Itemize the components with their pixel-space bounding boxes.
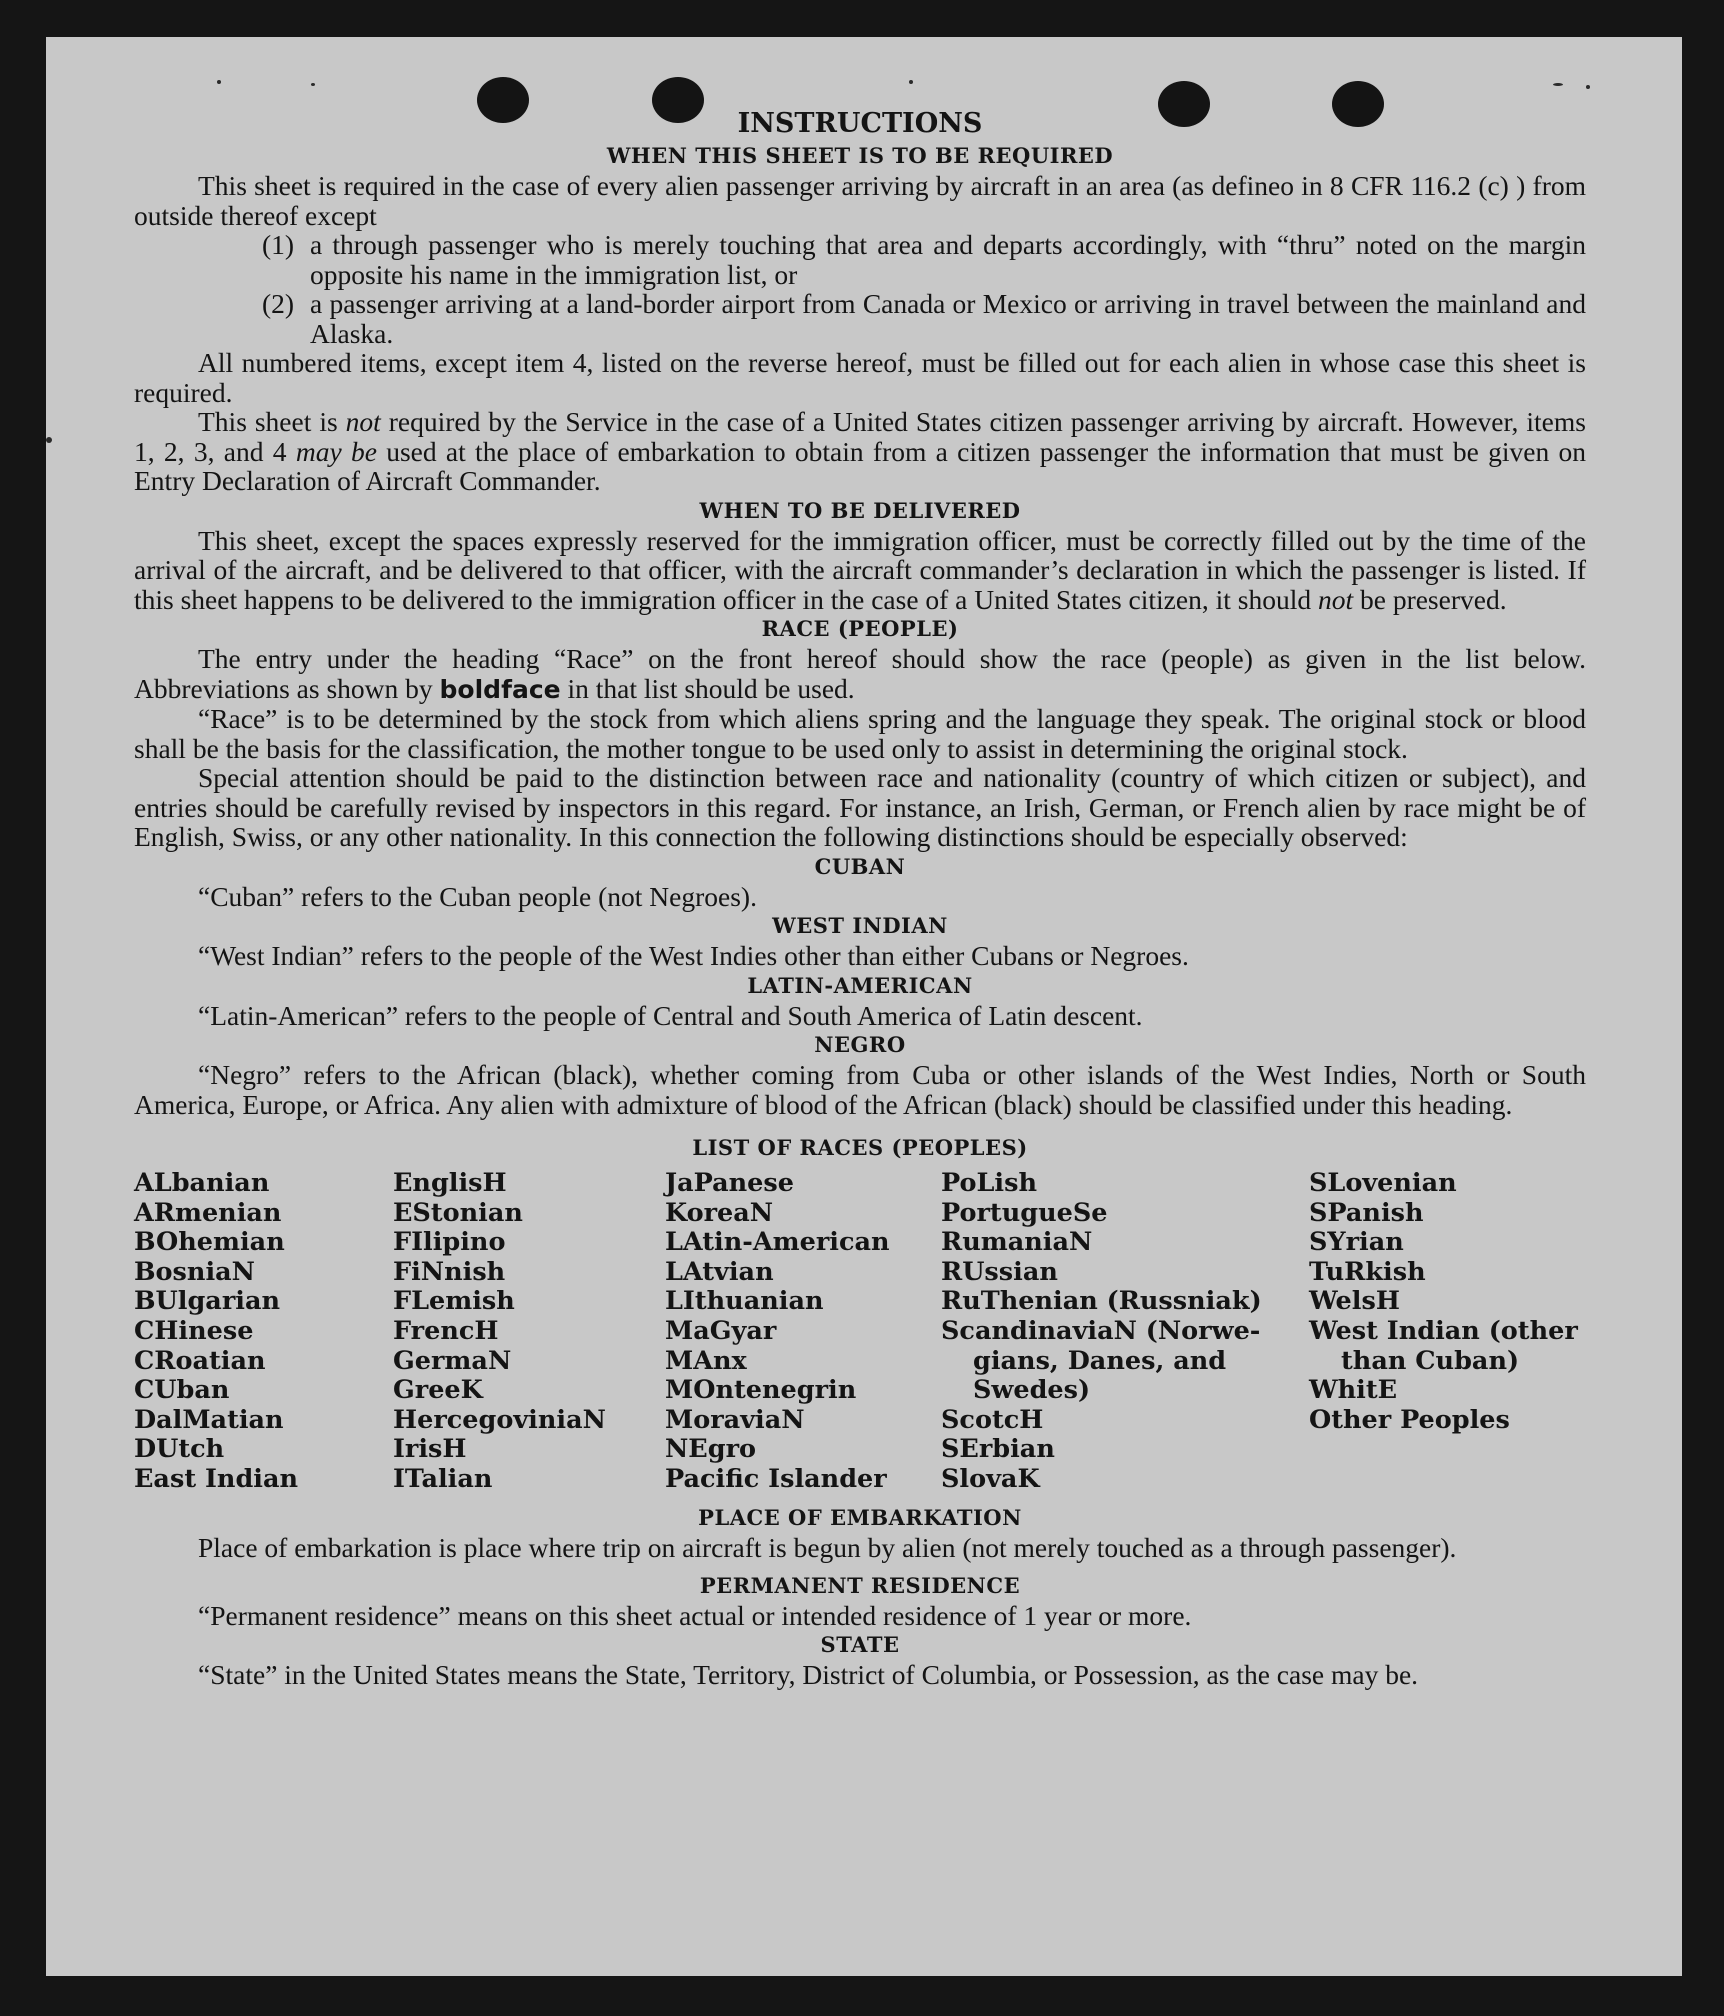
- race-column-5: [1309, 1169, 1578, 1435]
- race-item: LAtin-American: [665, 1227, 890, 1258]
- instructions-body: [134, 107, 1586, 1690]
- race-item-continued: gians, Danes, and: [973, 1345, 1227, 1376]
- text-run: be preserved.: [1353, 583, 1507, 615]
- paragraph-required: This sheet is required in the case of every alien passenger arriving by aircraft in an area (as defineo in 8 CFR 116.2 (c) ) from outside thereof except: [134, 170, 1586, 231]
- race-column-3: [665, 1169, 890, 1495]
- race-item: ITalian: [393, 1463, 493, 1494]
- condition-number: (1): [262, 229, 295, 260]
- race-list: [134, 1169, 1586, 1499]
- document-sheet: [46, 37, 1682, 1976]
- bold-run: boldface: [439, 674, 561, 704]
- heading-permanent-residence: PERMANENT RESIDENCE: [699, 1572, 1021, 1598]
- page-title: INSTRUCTIONS: [737, 108, 983, 139]
- paragraph-latin-american: “Latin-American” refers to the people of Central and South America of Latin descent.: [198, 999, 1143, 1031]
- heading-list-of-races: LIST OF RACES (PEOPLES): [692, 1135, 1028, 1160]
- speck-mark: [909, 80, 913, 84]
- race-item: DalMatian: [134, 1404, 284, 1435]
- paragraph-delivered: [134, 526, 1586, 615]
- text-run: The entry under the heading “Race” on the front hereof should show the race (people) as given in the list below. Abbreviations as shown by: [134, 643, 1586, 704]
- heading-state: STATE: [820, 1632, 900, 1657]
- paragraph-west-indian: “West Indian” refers to the people of the West Indies other than either Cubans or Negroes.: [198, 940, 1189, 971]
- speck-mark: [46, 437, 52, 443]
- race-item: East Indian: [134, 1463, 299, 1494]
- paragraph-negro: “Negro” refers to the African (black), whether coming from Cuba or other islands of the West Indies, North or South America, Europe, or Africa. Any alien with admixture of blood of the African (black) should be classified under this heading.: [134, 1059, 1586, 1120]
- paragraph-race-entry: [134, 644, 1586, 704]
- italic-run: may be: [295, 435, 377, 467]
- race-item: MoraviaN: [665, 1404, 805, 1435]
- race-item: FrencH: [393, 1315, 499, 1346]
- race-item: GermaN: [393, 1345, 512, 1376]
- condition-number: (2): [262, 288, 295, 319]
- paragraph-cuban: “Cuban” refers to the Cuban people (not Negroes).: [198, 880, 757, 912]
- race-column-2: [393, 1169, 606, 1495]
- race-item: ARmenian: [134, 1197, 282, 1228]
- race-item: PortugueSe: [941, 1197, 1108, 1228]
- race-item: HercegoviniaN: [393, 1404, 606, 1435]
- race-item-continued: than Cuban): [1341, 1345, 1520, 1376]
- condition-text: a through passenger who is merely touching that area and departs accordingly, with “thru” noted on the margin opposite his name in the immigration list, or: [310, 229, 1586, 290]
- heading-place-of-embarkation: PLACE OF EMBARKATION: [698, 1505, 1022, 1530]
- condition-item: [134, 289, 1586, 348]
- race-item: EnglisH: [393, 1168, 507, 1198]
- race-item: KoreaN: [665, 1197, 774, 1228]
- text-run: required by the Service in the case of a United States citizen passenger arriving by aircraft. However, items 1, 2, 3, and 4: [134, 406, 1586, 467]
- race-item: FiNnish: [393, 1256, 506, 1287]
- race-item: DUtch: [134, 1434, 225, 1465]
- race-item: RuThenian (Russniak): [941, 1286, 1262, 1317]
- race-item: Pacific Islander: [665, 1463, 887, 1494]
- race-item: FLemish: [393, 1286, 515, 1317]
- paragraph-race-nationality: Special attention should be paid to the distinction between race and nationality (country of which citizen or subject), and entries should be carefully revised by inspectors in this regard. For instance, an Irish, German, or French alien by race might be of English, Swiss, or any other nationality. In this connection the following distinctions should be especially observed:: [134, 762, 1586, 852]
- race-item: CUban: [134, 1375, 230, 1406]
- heading-when-required: WHEN THIS SHEET IS TO BE REQUIRED: [606, 143, 1114, 168]
- race-column-1: [134, 1169, 298, 1495]
- heading-cuban: CUBAN: [814, 853, 906, 879]
- race-item: TuRkish: [1309, 1256, 1426, 1287]
- race-item: ScotcH: [941, 1404, 1044, 1435]
- race-item: RumaniaN: [941, 1227, 1093, 1258]
- race-item: CRoatian: [134, 1345, 266, 1376]
- paragraph-residence: “Permanent residence” means on this sheet actual or intended residence of 1 year or more.: [198, 1599, 1192, 1631]
- italic-run: not: [345, 406, 381, 437]
- race-item: SLovenian: [1309, 1168, 1457, 1198]
- heading-race: RACE (PEOPLE): [761, 616, 959, 641]
- race-item: IrisH: [393, 1434, 467, 1465]
- heading-latin-american: LATIN-AMERICAN: [747, 972, 973, 998]
- race-item: ALbanian: [134, 1168, 270, 1198]
- heading-west-indian: WEST INDIAN: [772, 913, 948, 938]
- race-item: EStonian: [393, 1197, 523, 1228]
- race-item: PoLish: [941, 1168, 1038, 1198]
- paragraph-numbered-items: All numbered items, except item 4, listed on the reverse hereof, must be filled out for each alien in whose case this sheet is required.: [134, 347, 1586, 408]
- race-item: West Indian (other: [1309, 1315, 1578, 1346]
- race-item: LIthuanian: [665, 1286, 824, 1317]
- speck-mark: [217, 80, 221, 84]
- race-item: JaPanese: [665, 1168, 794, 1198]
- race-item: SErbian: [941, 1434, 1055, 1465]
- race-item-continued: Swedes): [973, 1375, 1091, 1406]
- race-item: WelsH: [1309, 1286, 1400, 1317]
- speck-mark: [1553, 83, 1563, 86]
- text-run: in that list should be used.: [560, 672, 855, 704]
- paragraph-embarkation: Place of embarkation is place where trip on aircraft is begun by alien (not merely touched as a through passenger).: [198, 1532, 1457, 1563]
- heading-when-delivered: WHEN TO BE DELIVERED: [699, 497, 1021, 523]
- heading-negro: NEGRO: [814, 1032, 906, 1057]
- speck-mark: [311, 83, 315, 86]
- race-item: GreeK: [393, 1375, 483, 1406]
- condition-text: a passenger arriving at a land-border airport from Canada or Mexico or arriving in travel between the mainland and Alaska.: [310, 288, 1586, 349]
- race-item: BUlgarian: [134, 1286, 281, 1317]
- race-item: SPanish: [1309, 1197, 1424, 1228]
- race-item: Other Peoples: [1309, 1404, 1510, 1435]
- text-run: This sheet, except the spaces expressly reserved for the immigration officer, must be correctly filled out by the time of the arrival of the aircraft, and be delivered to that officer, with the aircraft commander’s declaration in which the passenger is listed. If this sheet happens to be delivered to the immigration officer in the case of a United States citizen, it should: [134, 524, 1586, 615]
- race-item: LAtvian: [665, 1256, 774, 1287]
- race-item: BosniaN: [134, 1256, 255, 1287]
- race-item: NEgro: [665, 1434, 757, 1465]
- race-item: WhitE: [1309, 1375, 1398, 1406]
- race-item: SlovaK: [941, 1463, 1040, 1494]
- race-item: MOntenegrin: [665, 1375, 857, 1406]
- race-item: MaGyar: [665, 1315, 777, 1346]
- race-item: ScandinaviaN (Norwe-: [941, 1315, 1261, 1346]
- italic-run: not: [1317, 583, 1354, 615]
- race-item: FIlipino: [393, 1227, 506, 1258]
- race-column-4: [941, 1169, 1262, 1495]
- race-item: SYrian: [1309, 1227, 1404, 1258]
- race-item: CHinese: [134, 1315, 254, 1346]
- condition-item: [134, 230, 1586, 289]
- paragraph-race-stock: “Race” is to be determined by the stock from which aliens spring and the language they speak. The original stock or blood shall be the basis for the classification, the mother tongue to be used only to assist in determining the original stock.: [134, 703, 1586, 764]
- race-item: RUssian: [941, 1256, 1058, 1287]
- paragraph-state: “State” in the United States means the State, Territory, District of Columbia, or Possession, as the case may be.: [198, 1659, 1419, 1690]
- speck-mark: [1586, 85, 1590, 89]
- paragraph-citizen: [134, 407, 1586, 496]
- text-run: used at the place of embarkation to obtain from a citizen passenger the information that must be given on Entry Declaration of Aircraft Commander.: [134, 435, 1586, 496]
- race-item: MAnx: [665, 1345, 747, 1376]
- text-run: This sheet is: [198, 406, 346, 437]
- race-item: BOhemian: [134, 1227, 285, 1258]
